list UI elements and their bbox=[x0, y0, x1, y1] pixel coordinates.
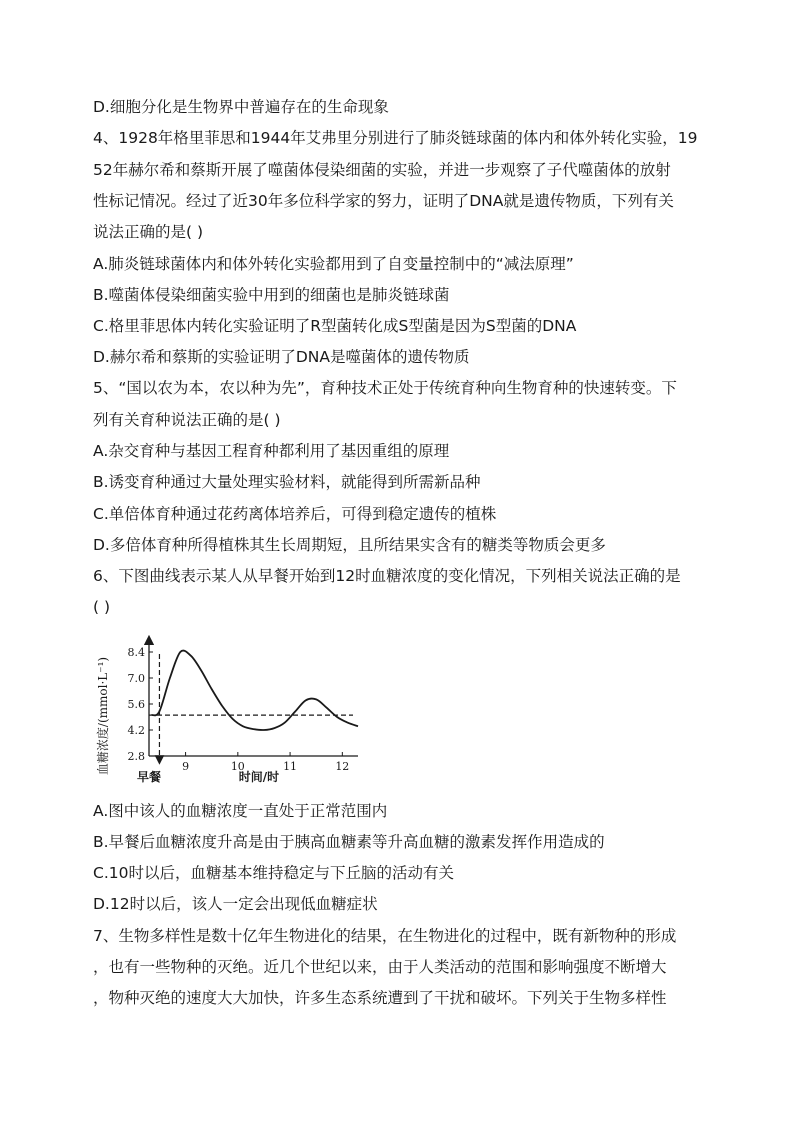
text-line: D.细胞分化是生物界中普遍存在的生命现象 bbox=[93, 98, 389, 116]
option-d: D.12时以后，该人一定会出现低血糖症状 bbox=[93, 895, 378, 913]
x-tick-label: 10 bbox=[230, 760, 245, 773]
blood-glucose-chart bbox=[93, 634, 363, 784]
option-a: A.图中该人的血糖浓度一直处于正常范围内 bbox=[93, 802, 388, 820]
text-line: 列有关育种说法正确的是( ) bbox=[93, 411, 281, 429]
y-tick-label: 4.2 bbox=[127, 724, 145, 737]
option-d: D.赫尔希和蔡斯的实验证明了DNA是噬菌体的遗传物质 bbox=[93, 348, 470, 366]
x-tick-label: 12 bbox=[335, 760, 350, 773]
y-tick-label: 5.6 bbox=[127, 698, 145, 711]
question-5-text: 5、“国以农为本，农以种为先”，育种技术正处于传统育种向生物育种的快速转变。下 bbox=[93, 379, 677, 397]
question-7-text: 7、生物多样性是数十亿年生物进化的结果，在生物进化的过程中，既有新物种的形成 bbox=[93, 927, 677, 945]
x-tick-label: 9 bbox=[182, 760, 190, 773]
text-line: ( ) bbox=[93, 598, 111, 616]
x-axis-label: 时间/时 bbox=[238, 770, 280, 784]
question-4-text: 4、1928年格里菲思和1944年艾弗里分别进行了肺炎链球菌的体内和体外转化实验，19 bbox=[93, 129, 698, 147]
option-c: C.单倍体育种通过花药离体培养后，可得到稳定遗传的植株 bbox=[93, 505, 497, 523]
option-c: C.10时以后，血糖基本维持稳定与下丘脑的活动有关 bbox=[93, 864, 454, 882]
option-b: B.诱变育种通过大量处理实验材料，就能得到所需新品种 bbox=[93, 473, 481, 491]
option-b: B.噬菌体侵染细菌实验中用到的细菌也是肺炎链球菌 bbox=[93, 286, 450, 304]
x-tick-label: 11 bbox=[283, 760, 298, 773]
option-a: A.肺炎链球菌体内和体外转化实验都用到了自变量控制中的“减法原理” bbox=[93, 255, 574, 273]
chart-axes bbox=[149, 640, 358, 756]
question-6-text: 6、下图曲线表示某人从早餐开始到12时血糖浓度的变化情况，下列相关说法正确的是 bbox=[93, 567, 681, 585]
text-line: 性标记情况。经过了近30年多位科学家的努力，证明了DNA就是遗传物质，下列有关 bbox=[93, 192, 674, 210]
text-line: ，物种灭绝的速度大大加快，许多生态系统遭到了干扰和破坏。下列关于生物多样性 bbox=[93, 989, 667, 1007]
option-b: B.早餐后血糖浓度升高是由于胰高血糖素等升高血糖的激素发挥作用造成的 bbox=[93, 833, 605, 851]
text-line: 52年赫尔希和蔡斯开展了噬菌体侵染细菌的实验，并进一步观察了子代噬菌体的放射 bbox=[93, 161, 671, 179]
option-a: A.杂交育种与基因工程育种都利用了基因重组的原理 bbox=[93, 442, 450, 460]
option-d: D.多倍体育种所得植株其生长周期短，且所结果实含有的糖类等物质会更多 bbox=[93, 536, 606, 554]
y-tick-label: 7.0 bbox=[127, 672, 145, 685]
y-axis-label: 血糖浓度/(mmol·L⁻¹) bbox=[96, 656, 110, 776]
y-tick-label: 8.4 bbox=[127, 646, 145, 659]
option-c: C.格里菲思体内转化实验证明了R型菌转化成S型菌是因为S型菌的DNA bbox=[93, 317, 577, 335]
glucose-curve bbox=[152, 651, 358, 730]
y-tick-label: 2.8 bbox=[127, 750, 145, 763]
text-line: 说法正确的是( ) bbox=[93, 223, 204, 241]
breakfast-label: 早餐 bbox=[136, 770, 162, 784]
text-line: ，也有一些物种的灭绝。近几个世纪以来，由于人类活动的范围和影响强度不断增大 bbox=[93, 958, 667, 976]
